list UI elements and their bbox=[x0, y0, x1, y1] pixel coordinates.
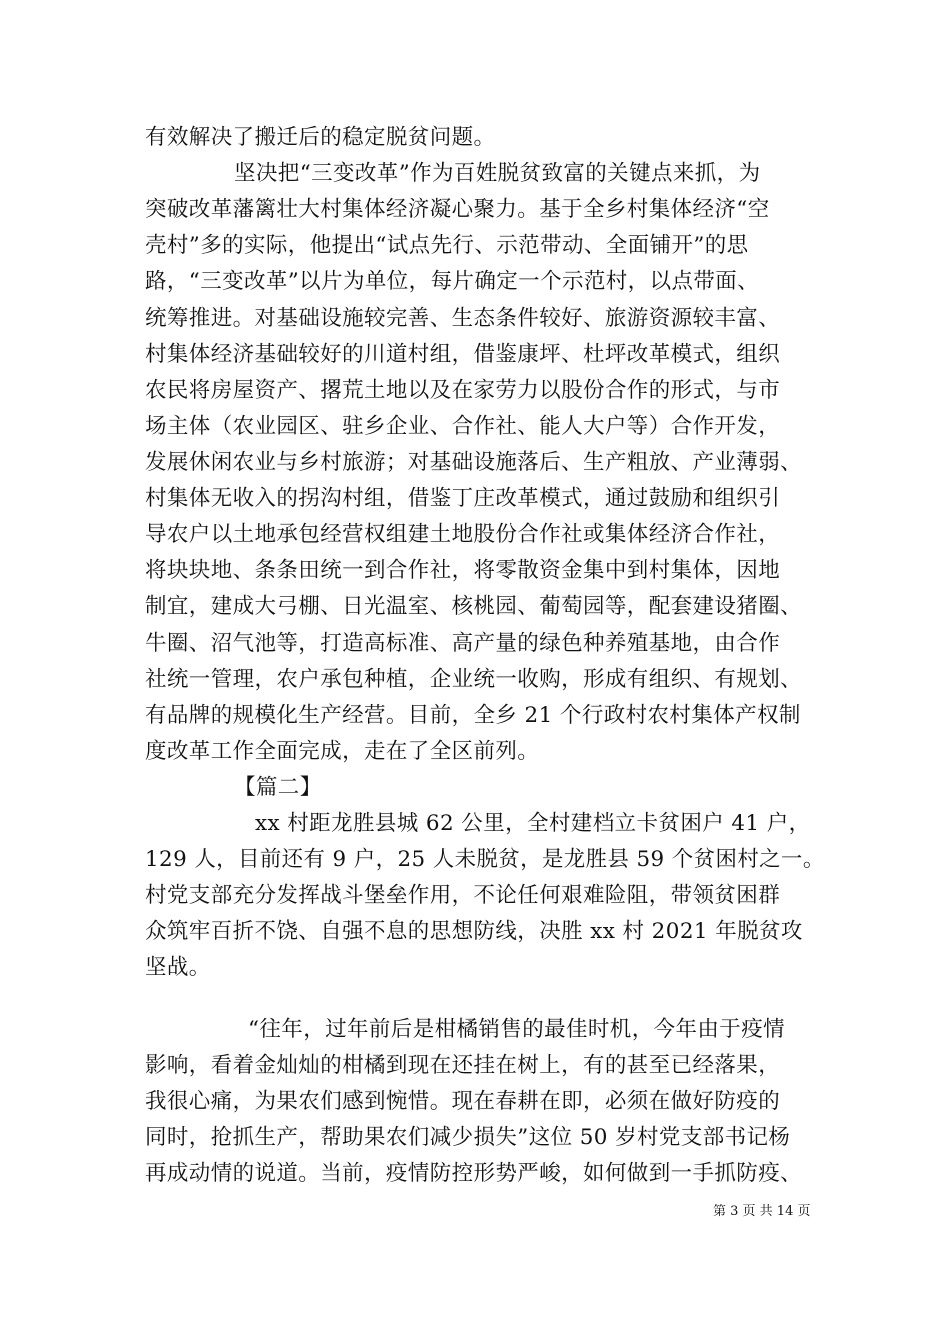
text-line: 再成动情的说道。当前，疫情防控形势严峻，如何做到一手抓防疫、 bbox=[145, 1161, 803, 1186]
text-line: 坚战。 bbox=[145, 955, 211, 980]
text-line: 度改革工作全面完成，走在了全区前列。 bbox=[145, 739, 540, 764]
section-heading: 【篇二】 bbox=[234, 775, 322, 800]
text-line: 129 人，目前还有 9 户，25 人未脱贫，是龙胜县 59 个贫困村之一。 bbox=[145, 847, 825, 872]
text-line: 场主体（农业园区、驻乡企业、合作社、能人大户等）合作开发， bbox=[145, 414, 781, 439]
text-line: 导农户以土地承包经营权组建土地股份合作社或集体经济合作社， bbox=[145, 522, 781, 547]
text-line: 村党支部充分发挥战斗堡垒作用，不论任何艰难险阻，带领贫困群 bbox=[145, 883, 781, 908]
text-line: 路，“三变改革”以片为单位，每片确定一个示范村，以点带面、 bbox=[145, 269, 760, 294]
paragraph-first-line: xx 村距龙胜县城 62 公里，全村建档立卡贫困户 41 户， bbox=[255, 811, 811, 836]
text-line: 发展休闲农业与乡村旅游；对基础设施落后、生产粗放、产业薄弱、 bbox=[145, 450, 803, 475]
text-line: 将块块地、条条田统一到合作社，将零散资金集中到村集体，因地 bbox=[145, 558, 781, 583]
paragraph-first-line: “往年，过年前后是柑橘销售的最佳时机，今年由于疫情 bbox=[248, 1017, 785, 1042]
paragraph-first-line: 坚决把“三变改革”作为百姓脱贫致富的关键点来抓，为 bbox=[234, 161, 761, 186]
text-line: 我很心痛，为果农们感到惋惜。现在春耕在即，必须在做好防疫的 bbox=[145, 1089, 781, 1114]
text-line: 壳村”多的实际，他提出“试点先行、示范带动、全面铺开”的思 bbox=[145, 233, 749, 258]
text-line: 村集体无收入的拐沟村组，借鉴丁庄改革模式，通过鼓励和组织引 bbox=[145, 486, 781, 511]
text-line: 有效解决了搬迁后的稳定脱贫问题。 bbox=[145, 125, 496, 150]
text-line: 社统一管理，农户承包种植，企业统一收购，形成有组织、有规划、 bbox=[145, 667, 803, 692]
text-line: 众筑牢百折不饶、自强不息的思想防线，决胜 xx 村 2021 年脱贫攻 bbox=[145, 919, 803, 944]
text-line: 农民将房屋资产、撂荒土地以及在家劳力以股份合作的形式，与市 bbox=[145, 378, 781, 403]
text-line: 有品牌的规模化生产经营。目前，全乡 21 个行政村农村集体产权制 bbox=[145, 703, 801, 728]
text-line: 牛圈、沼气池等，打造高标准、高产量的绿色种养殖基地，由合作 bbox=[145, 631, 781, 656]
text-line: 影响，看着金灿灿的柑橘到现在还挂在树上，有的甚至已经落果， bbox=[145, 1053, 781, 1078]
text-line: 同时，抢抓生产，帮助果农们减少损失”这位 50 岁村党支部书记杨 bbox=[145, 1125, 791, 1150]
page-number-footer: 第 3 页 共 14 页 bbox=[713, 1204, 811, 1219]
text-line: 突破改革藩篱壮大村集体经济凝心聚力。基于全乡村集体经济“空 bbox=[145, 197, 770, 222]
text-line: 村集体经济基础较好的川道村组，借鉴康坪、杜坪改革模式，组织 bbox=[145, 342, 781, 367]
text-line: 制宜，建成大弓棚、日光温室、核桃园、葡萄园等，配套建设猪圈、 bbox=[145, 594, 803, 619]
text-line: 统筹推进。对基础设施较完善、生态条件较好、旅游资源较丰富、 bbox=[145, 306, 781, 331]
